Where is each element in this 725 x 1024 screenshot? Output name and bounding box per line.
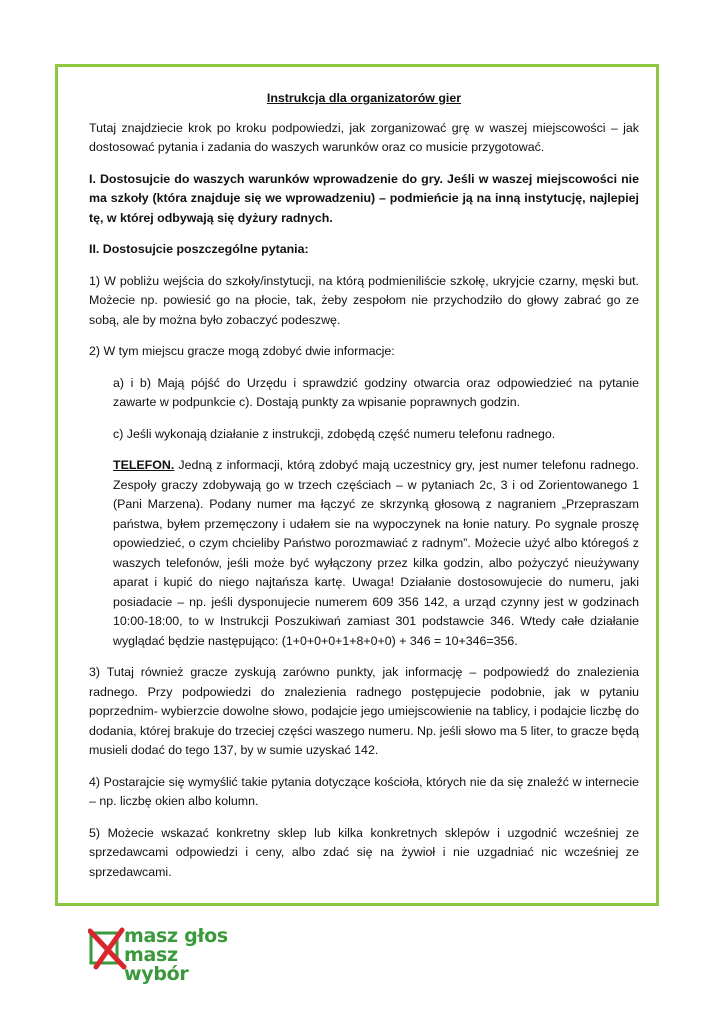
section-1-paragraph: I. Dostosujcie do waszych warunków wprowadzenie do gry. Jeśli w waszej miejscowości nie ma szkoły (która znajduje się we wprowadzeniu) – podmieńcie ją na inną instytucję, najlepiej tę, w której odbywają się dyżury radnych. — [89, 171, 639, 225]
item-2-c-paragraph: c) Jeśli wykonają działanie z instrukcji, zdobędą część numeru telefonu radnego. — [113, 426, 556, 441]
logo-line-1: masz głos — [124, 925, 228, 947]
telefon-label: TELEFON. — [113, 458, 175, 472]
telefon-text: Jedną z informacji, którą zdobyć mają uczestnicy gry, jest numer telefonu radnego. Zespoły graczy zdobywają go w trzech częściach – w pytaniach 2c, 3 i od Zorientowanego 1 (Pani Marzena). Podany numer ma łączyć ze skrzynką głosową z nagraniem „Przepraszam państwa, byłem przemęczony i udałem sie na wypoczynek na łonie natury. Po sygnale proszę opowiedzieć, o czym chcieliby Państwo porozmawiać z radnym”. Możecie użyć albo któregoś z waszych telefonów, jeśli może być wyłączony przez kilka godzin, albo pożyczyć nieużywany aparat i kupić do niego najtańsza kartę. Uwaga! Działanie dostosowujecie do numeru, jaki posiadacie – np. jeśli dysponujecie numerem 609 356 142, a urząd czynny jest w godzinach 10:00-18:00, to w Instrukcji Poszukiwań zamiast 301 podstawcie 346. Wtedy całe działanie wyglądać będzie następująco: (1+0+0+0+1+8+0+0) + 346 = 10+346=356. — [113, 458, 639, 648]
masz-glos-logo — [88, 925, 248, 985]
item-1-paragraph: 1) W pobliżu wejścia do szkoły/instytucji, na którą podmieniliście szkołę, ukryjcie czarny, męski but. Możecie np. powiesić go na płocie, tak, żeby zespołom nie przychodziło do głowy zabrać go ze sobą, ale by można było zobaczyć podeszwę. — [89, 273, 639, 327]
document-frame — [55, 64, 659, 906]
telefon-paragraph — [113, 456, 639, 651]
section-2-heading: II. Dostosujcie poszczególne pytania: — [89, 242, 309, 256]
item-2-paragraph: 2) W tym miejscu gracze mogą zdobyć dwie informacje: — [89, 344, 395, 358]
document-body — [89, 89, 639, 894]
logo-text — [124, 927, 248, 984]
document-title: Instrukcja dla organizatorów gier — [266, 91, 462, 105]
ballot-cross-icon — [88, 927, 128, 971]
intro-paragraph: Tutaj znajdziecie krok po kroku podpowiedzi, jak zorganizować grę w waszej miejscowości – jak dostosować pytania i zadania do waszych warunków oraz co musicie przygotować. — [89, 120, 639, 154]
item-3-paragraph: 3) Tutaj również gracze zyskują zarówno punkty, jak informację – podpowiedź do znalezienia radnego. Przy podpowiedzi do znalezienia radnego postępujecie podobnie, jak w pytaniu poprzednim- wybierzcie dowolne słowo, podajcie jego umiejscowienie na tablicy, i podajcie liczbę do dodania, której brakuje do trzeciej części waszego numeru. Np. jeśli słowo ma 5 liter, to gracze będą musieli dodać do tego 137, by w sumie uzyskać 142. — [89, 665, 639, 757]
item-4-paragraph: 4) Postarajcie się wymyślić takie pytania dotyczące kościoła, których nie da się znaleźć w internecie – np. liczbę okien albo kolumn. — [89, 774, 639, 808]
item-2-ab-paragraph: a) i b) Mają pójść do Urzędu i sprawdzić godziny otwarcia oraz odpowiedzieć na pytanie zawarte w podpunkcie c). Dostają punkty za wpisanie poprawnych godzin. — [113, 375, 639, 409]
item-5-paragraph: 5) Możecie wskazać konkretny sklep lub kilka konkretnych sklepów i uzgodnić wcześniej ze sprzedawcami odpowiedzi i ceny, albo zdać się na żywioł i nie uzgadniać nic wcześniej ze sprzedawcami. — [89, 825, 639, 879]
logo-line-2: masz wybór — [124, 944, 189, 985]
